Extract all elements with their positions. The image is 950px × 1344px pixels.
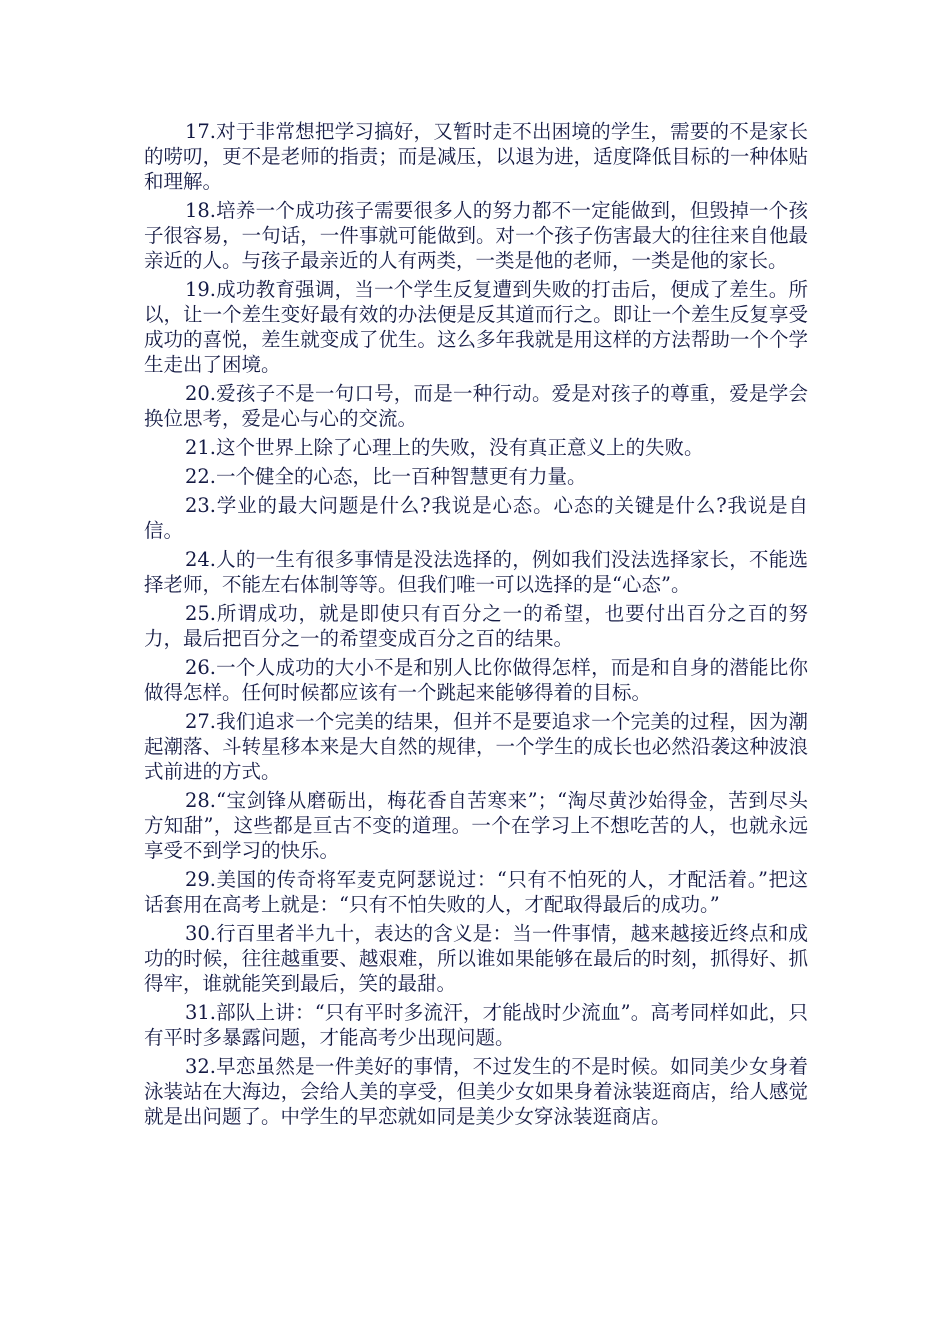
paragraph-24: 24.人的一生有很多事情是没法选择的，例如我们没法选择家长，不能选择老师，不能左右体制等等。但我们唯一可以选择的是“心态”。 — [144, 548, 808, 596]
paragraph-30: 30.行百里者半九十，表达的含义是：当一件事情，越来越接近终点和成功的时候，往往越重要、越艰难，所以谁如果能够在最后的时刻，抓得好、抓得牢，谁就能笑到最后，笑的最甜。 — [144, 922, 808, 995]
paragraph-19: 19.成功教育强调，当一个学生反复遭到失败的打击后，便成了差生。所以，让一个差生变好最有效的办法便是反其道而行之。即让一个差生反复享受成功的喜悦，差生就变成了优生。这么多年我就是用这样的方法帮助一个个学生走出了困境。 — [144, 278, 808, 376]
paragraph-25: 25.所谓成功，就是即使只有百分之一的希望，也要付出百分之百的努力，最后把百分之一的希望变成百分之百的结果。 — [144, 602, 808, 650]
paragraph-31: 31.部队上讲：“只有平时多流汗，才能战时少流血”。高考同样如此，只有平时多暴露问题，才能高考少出现问题。 — [144, 1001, 808, 1049]
paragraph-26: 26.一个人成功的大小不是和别人比你做得怎样，而是和自身的潜能比你做得怎样。任何时候都应该有一个跳起来能够得着的目标。 — [144, 656, 808, 704]
paragraph-29: 29.美国的传奇将军麦克阿瑟说过：“只有不怕死的人，才配活着。”把这话套用在高考上就是：“只有不怕失败的人，才配取得最后的成功。” — [144, 868, 808, 916]
paragraph-18: 18.培养一个成功孩子需要很多人的努力都不一定能做到，但毁掉一个孩子很容易，一句话，一件事就可能做到。对一个孩子伤害最大的往往来自他最亲近的人。与孩子最亲近的人有两类，一类是他的老师，一类是他的家长。 — [144, 199, 808, 272]
paragraph-23: 23.学业的最大问题是什么?我说是心态。心态的关键是什么?我说是自信。 — [144, 494, 808, 542]
paragraph-22: 22.一个健全的心态，比一百种智慧更有力量。 — [184, 465, 587, 488]
paragraph-28: 28.“宝剑锋从磨砺出，梅花香自苦寒来”；“淘尽黄沙始得金，苦到尽头方知甜”，这些都是亘古不变的道理。一个在学习上不想吃苦的人，也就永远享受不到学习的快乐。 — [144, 789, 808, 862]
document-page — [144, 119, 808, 1129]
paragraph-32: 32.早恋虽然是一件美好的事情，不过发生的不是时候。如同美少女身着泳装站在大海边，会给人美的享受，但美少女如果身着泳装逛商店，给人感觉就是出问题了。中学生的早恋就如同是美少女穿泳装逛商店。 — [144, 1055, 808, 1128]
paragraph-20: 20.爱孩子不是一句口号，而是一种行动。爱是对孩子的尊重，爱是学会换位思考，爱是心与心的交流。 — [144, 382, 808, 430]
paragraph-17: 17.对于非常想把学习搞好，又暂时走不出困境的学生，需要的不是家长的唠叨，更不是老师的指责；而是减压，以退为进，适度降低目标的一种体贴和理解。 — [144, 120, 808, 193]
paragraph-27: 27.我们追求一个完美的结果，但并不是要追求一个完美的过程，因为潮起潮落、斗转星移本来是大自然的规律，一个学生的成长也必然沿袭这种波浪式前进的方式。 — [144, 710, 808, 783]
paragraph-21: 21.这个世界上除了心理上的失败，没有真正意义上的失败。 — [184, 436, 704, 459]
